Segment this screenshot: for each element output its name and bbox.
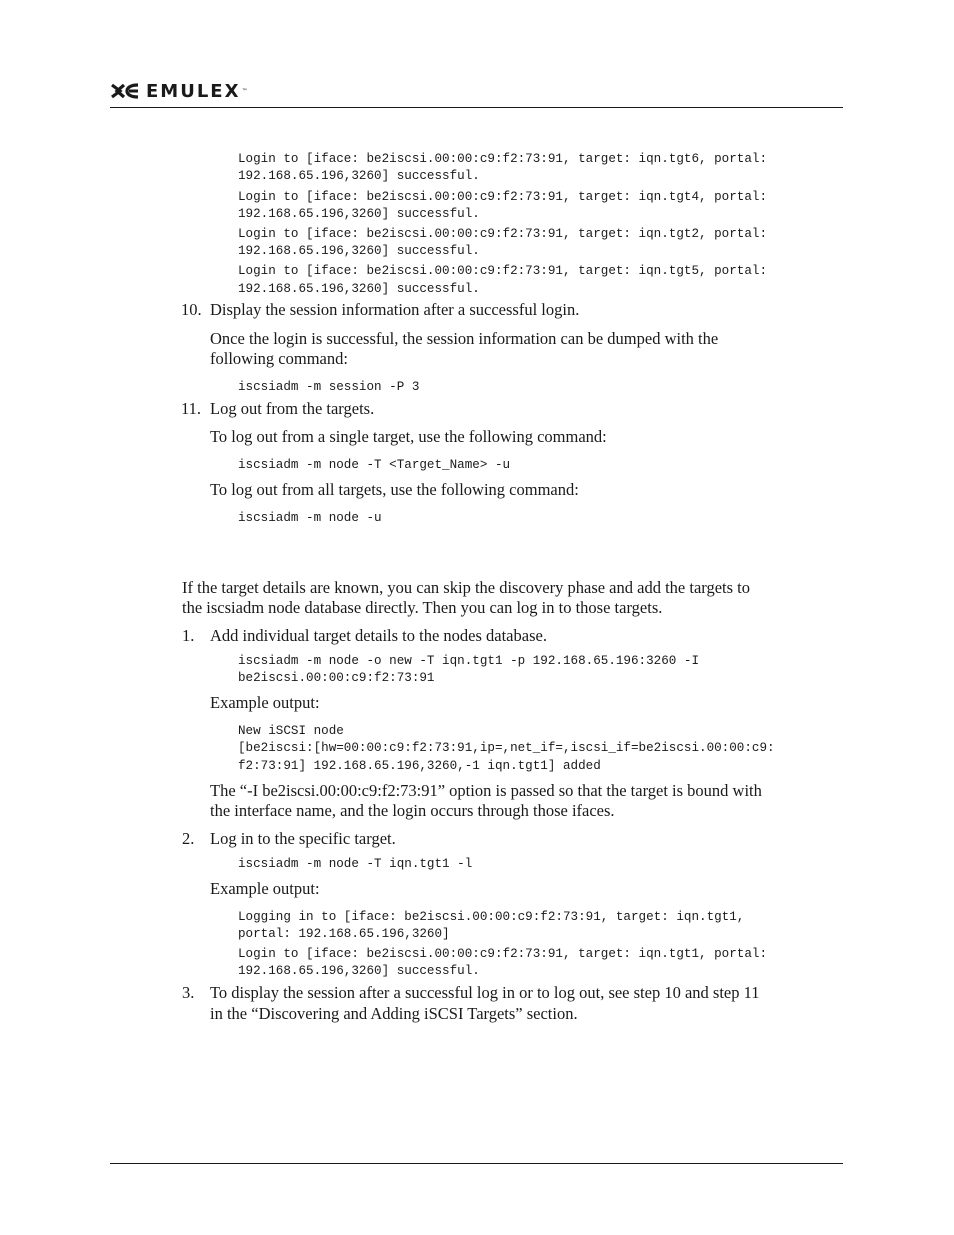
code-line: [be2iscsi:[hw=00:00:c9:f2:73:91,ip=,net_if=,iscsi_if=be2iscsi.00:00:c9: (238, 741, 775, 755)
code-line: iscsiadm -m session -P 3 (238, 380, 420, 394)
header-rule (110, 107, 843, 108)
step-text: Log in to the specific target. (210, 829, 396, 848)
code-line: 192.168.65.196,3260] successful. (238, 964, 480, 978)
code-line: 192.168.65.196,3260] successful. (238, 207, 480, 221)
step-text: Log out from the targets. (210, 399, 375, 418)
code-line: Login to [iface: be2iscsi.00:00:c9:f2:73:91, target: iqn.tgt2, portal: (238, 227, 768, 241)
code-line: New iSCSI node (238, 724, 344, 738)
step-text: Display the session information after a successful login. (210, 300, 580, 319)
emulex-mark-icon (110, 83, 140, 99)
code-line: Login to [iface: be2iscsi.00:00:c9:f2:73:91, target: iqn.tgt6, portal: (238, 152, 768, 166)
paragraph-line: If the target details are known, you can skip the discovery phase and add the targets to (182, 578, 751, 597)
step-number: 1. (182, 626, 195, 645)
code-line: iscsiadm -m node -u (238, 511, 382, 525)
code-line: be2iscsi.00:00:c9:f2:73:91 (238, 671, 435, 685)
paragraph-line: the iscsiadm node database directly. Then you can log in to those targets. (182, 598, 663, 617)
code-line: Logging in to [iface: be2iscsi.00:00:c9:f2:73:91, target: iqn.tgt1, (238, 910, 745, 924)
example-label: Example output: (210, 879, 320, 898)
code-line: portal: 192.168.65.196,3260] (238, 927, 450, 941)
code-line: 192.168.65.196,3260] successful. (238, 282, 480, 296)
paragraph-line: To log out from all targets, use the following command: (210, 480, 579, 499)
code-line: iscsiadm -m node -o new -T iqn.tgt1 -p 192.168.65.196:3260 -I (238, 654, 700, 668)
code-line: iscsiadm -m node -T <Target_Name> -u (238, 458, 511, 472)
paragraph-line: To log out from a single target, use the following command: (210, 427, 607, 446)
code-line: f2:73:91] 192.168.65.196,3260,-1 iqn.tgt1] added (238, 759, 601, 773)
code-line: iscsiadm -m node -T iqn.tgt1 -l (238, 857, 473, 871)
example-label: Example output: (210, 693, 320, 712)
step-number: 11. (181, 399, 202, 418)
code-line: 192.168.65.196,3260] successful. (238, 244, 480, 258)
logo-trademark: ™ (241, 87, 248, 95)
logo-wordmark: EMULEX (146, 80, 241, 102)
paragraph-line: The “-I be2iscsi.00:00:c9:f2:73:91” option is passed so that the target is bound with (210, 781, 762, 800)
code-line: Login to [iface: be2iscsi.00:00:c9:f2:73:91, target: iqn.tgt5, portal: (238, 264, 768, 278)
step-text: in the “Discovering and Adding iSCSI Targets” section. (210, 1004, 578, 1023)
footer-rule (110, 1163, 843, 1164)
emulex-logo (110, 78, 247, 104)
code-line: Login to [iface: be2iscsi.00:00:c9:f2:73:91, target: iqn.tgt4, portal: (238, 190, 768, 204)
paragraph-line: the interface name, and the login occurs through those ifaces. (210, 801, 615, 820)
code-line: Login to [iface: be2iscsi.00:00:c9:f2:73:91, target: iqn.tgt1, portal: (238, 947, 768, 961)
step-text: Add individual target details to the nodes database. (210, 626, 547, 645)
code-line: 192.168.65.196,3260] successful. (238, 169, 480, 183)
paragraph-line: Once the login is successful, the session information can be dumped with the (210, 329, 719, 348)
paragraph-line: following command: (210, 349, 348, 368)
step-number: 10. (181, 300, 202, 319)
step-number: 2. (182, 829, 195, 848)
step-text: To display the session after a successful log in or to log out, see step 10 and step 11 (210, 983, 760, 1002)
step-number: 3. (182, 983, 195, 1002)
